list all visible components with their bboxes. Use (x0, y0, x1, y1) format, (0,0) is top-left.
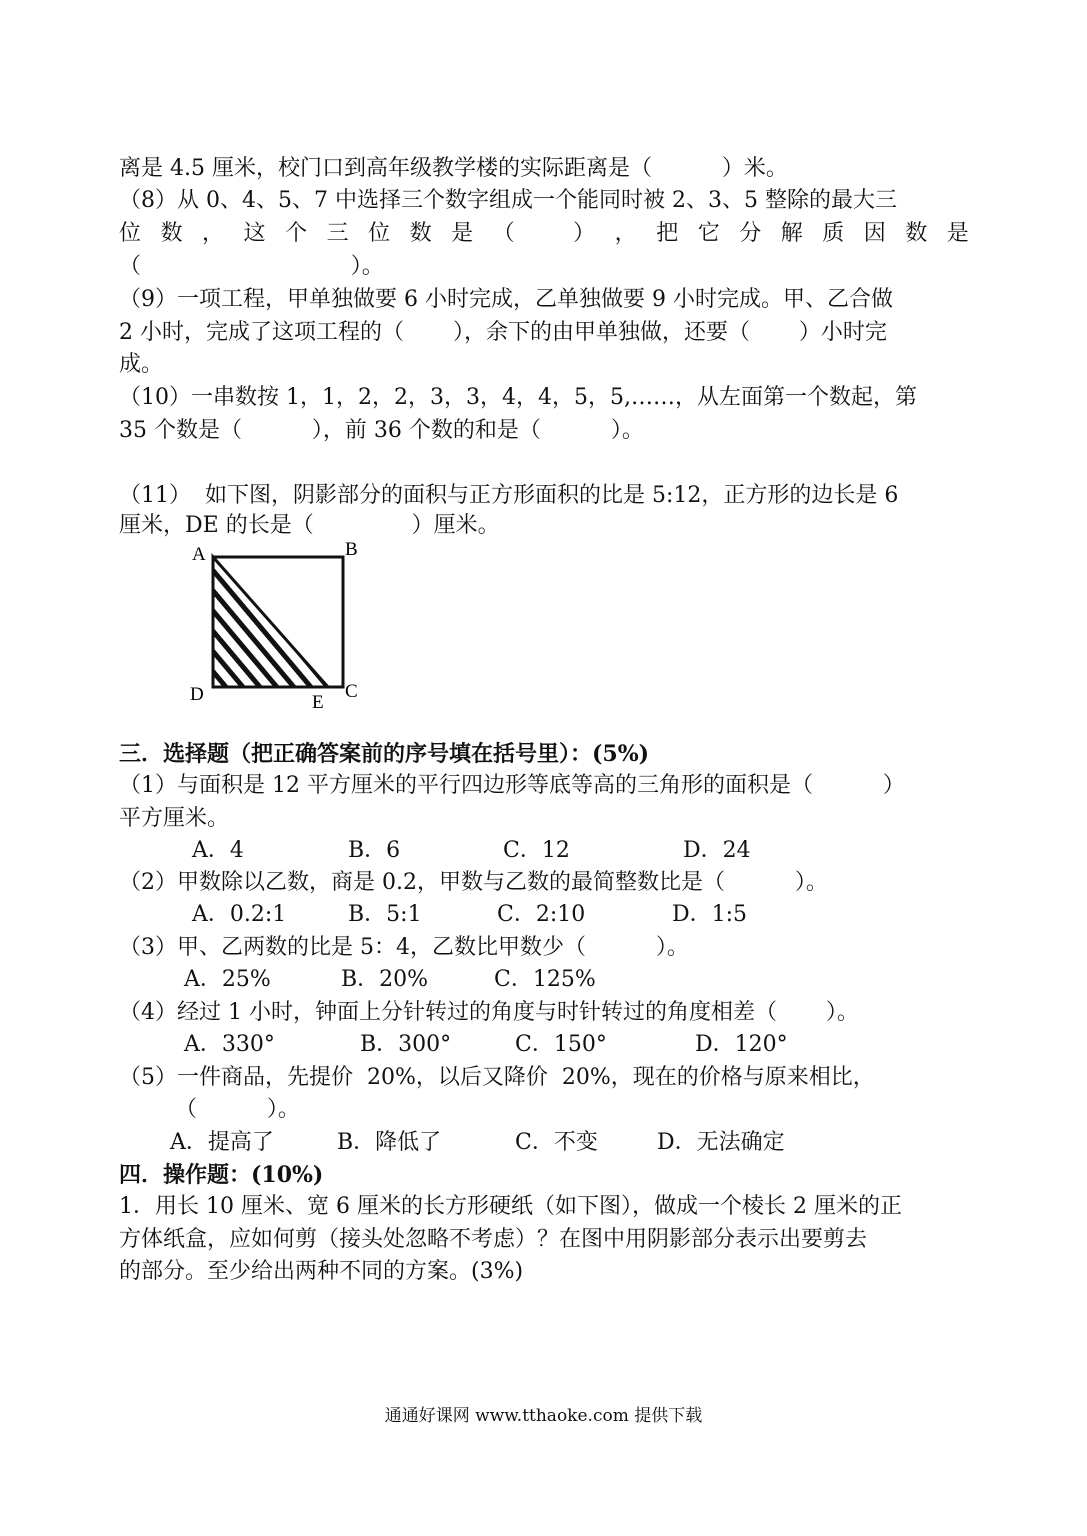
choice-question-4: （4）经过 1 小时，钟面上分针转过的角度与时针转过的角度相差（ ）。 (119, 1000, 859, 1025)
justified-char: ， (202, 221, 225, 246)
option-d: D．24 (683, 838, 751, 863)
question-11-line2: 厘米，DE 的长是（ ）厘米。 (119, 513, 500, 538)
justified-char: 数 (160, 221, 183, 246)
justified-char: ） (573, 221, 596, 246)
question-8-line2 (119, 220, 969, 248)
section-4-heading: 四．操作题：(10%) (119, 1162, 324, 1188)
option-c: C．12 (503, 838, 570, 863)
justified-char: （ (492, 221, 515, 246)
choice-question-1: （1）与面积是 12 平方厘米的平行四边形等底等高的三角形的面积是（ ） (119, 773, 905, 798)
operation-question-1-line2: 方体纸盒，应如何剪（接头处忽略不考虑）？在图中用阴影部分表示出要剪去 (119, 1227, 868, 1252)
option-b: B．6 (348, 838, 401, 863)
choice-question-2: （2）甲数除以乙数，商是 0.2，甲数与乙数的最简整数比是（ ）。 (119, 870, 828, 895)
option-a: A．330° (184, 1032, 275, 1057)
option-d: D．120° (695, 1032, 788, 1057)
square-figure (180, 535, 380, 715)
option-b: B．5:1 (348, 902, 422, 927)
justified-char: 质 (822, 221, 845, 246)
justified-char: 因 (863, 221, 886, 246)
section-3-heading: 三．选择题（把正确答案前的序号填在括号里）：(5%) (119, 741, 650, 767)
option-c: C．125% (494, 967, 596, 992)
text-line: 离是 4.5 厘米，校门口到高年级教学楼的实际距离是（ ）米。 (119, 156, 788, 181)
option-b: B．降低了 (337, 1130, 442, 1155)
justified-char: 位 (368, 221, 391, 246)
question-8-line3: （ ）。 (119, 254, 384, 279)
label-a: A (192, 544, 206, 565)
option-a: A．25% (184, 967, 271, 992)
option-c: C．不变 (515, 1130, 598, 1155)
justified-char: ， (614, 221, 637, 246)
justified-char: 是 (451, 221, 474, 246)
operation-question-1-line3: 的部分。至少给出两种不同的方案。(3%) (119, 1259, 524, 1284)
option-c: C．2:10 (497, 902, 586, 927)
option-d: D．无法确定 (657, 1130, 785, 1155)
justified-char: 这 (243, 221, 266, 246)
option-b: B．20% (341, 967, 429, 992)
label-e: E (312, 692, 324, 713)
justified-char: 是 (946, 221, 969, 246)
page-footer: 通通好课网 www.tthaoke.com 提供下载 (384, 1406, 703, 1426)
question-9-line3: 成。 (119, 352, 164, 377)
justified-char: 位 (119, 221, 142, 246)
option-a: A．4 (192, 838, 244, 863)
option-d: D．1:5 (672, 902, 748, 927)
justified-char: 它 (697, 221, 720, 246)
question-9: （9）一项工程，甲单独做要 6 小时完成，乙单独做要 9 小时完成。甲、乙合做 (119, 287, 893, 312)
question-10: （10）一串数按 1，1，2，2，3，3，4，4，5，5,……，从左面第一个数起，第 (119, 385, 917, 410)
choice-question-1-line2: 平方厘米。 (119, 806, 230, 831)
justified-char: 个 (285, 221, 308, 246)
question-11: （11） 如下图，阴影部分的面积与正方形面积的比是 5:12，正方形的边长是 6 (119, 483, 899, 508)
label-b: B (345, 539, 358, 560)
justified-char: 数 (409, 221, 432, 246)
label-d: D (190, 684, 204, 705)
choice-question-5: （5）一件商品，先提价 20%，以后又降价 20%，现在的价格与原来相比， (119, 1065, 875, 1090)
operation-question-1: 1．用长 10 厘米、宽 6 厘米的长方形硬纸（如下图），做成一个棱长 2 厘米的正 (119, 1194, 902, 1219)
choice-question-3: （3）甲、乙两数的比是 5：4，乙数比甲数少（ ）。 (119, 935, 689, 960)
choice-question-5-line2: （ ）。 (175, 1097, 300, 1122)
question-9-line2: 2 小时，完成了这项工程的（ ），余下的由甲单独做，还要（ ）小时完 (119, 320, 887, 345)
justified-char: 数 (905, 221, 928, 246)
question-10-line2: 35 个数是（ ），前 36 个数的和是（ ）。 (119, 418, 644, 443)
option-b: B．300° (360, 1032, 452, 1057)
option-a: A．0.2:1 (192, 902, 287, 927)
justified-char: 分 (739, 221, 762, 246)
justified-char: 三 (326, 221, 349, 246)
justified-char: 把 (656, 221, 679, 246)
question-8: （8）从 0、4、5、7 中选择三个数字组成一个能同时被 2、3、5 整除的最大三 (119, 188, 897, 213)
label-c: C (345, 681, 358, 702)
option-c: C．150° (515, 1032, 607, 1057)
option-a: A．提高了 (170, 1130, 274, 1155)
justified-char: 解 (780, 221, 803, 246)
shaded-triangle (213, 557, 328, 687)
